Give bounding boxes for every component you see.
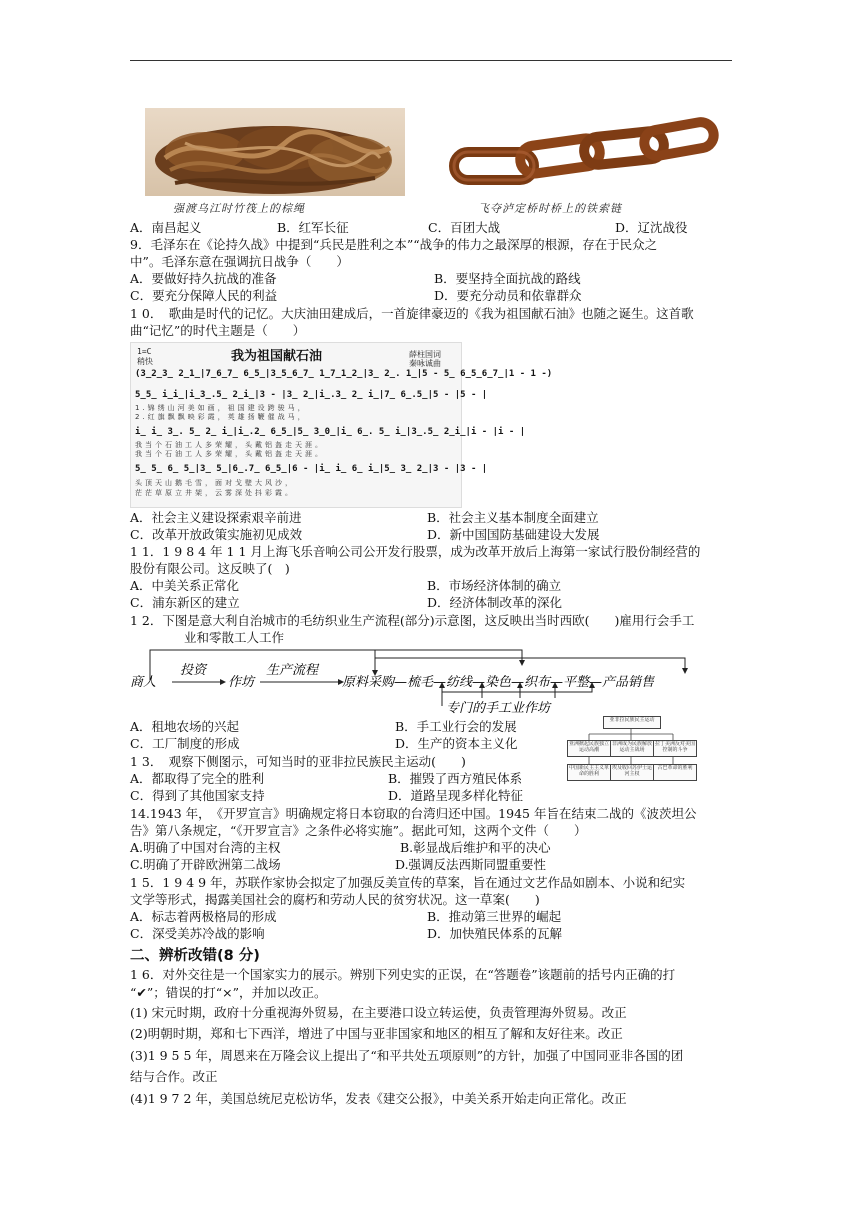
q15-stem-line2: 文学等形式，揭露美国社会的腐朽和劳动人民的贫穷状况。这一草案( ) bbox=[130, 892, 540, 907]
q14-stem-line1: 14.1943 年， 《开罗宣言》明确规定将日本窃取的台湾归还中国。1945 年旨在结束二战的《波茨坦公 bbox=[130, 806, 697, 821]
q8-option-b[interactable]: B．红军长征 bbox=[277, 220, 349, 235]
q8-option-d[interactable]: D．辽沈战役 bbox=[615, 220, 688, 235]
score-lyric-5: 头顶天山鹅毛雪，面对戈壁大风沙， bbox=[135, 479, 295, 487]
diagram-right-box: 拉丁美洲反对美国控制的斗争 bbox=[653, 740, 697, 757]
diagram-bottom-middle-box: 埃及收回苏伊士运河主权 bbox=[610, 764, 654, 781]
flow-merchant: 商人 bbox=[130, 675, 157, 690]
palm-rope-photo bbox=[145, 108, 405, 196]
q14-option-a[interactable]: A.明确了中国对台湾的主权 bbox=[130, 840, 281, 855]
q13-stem-line1: 1 3． 观察下侧图示，可知当时的亚非拉民族民主运动( ) bbox=[130, 754, 466, 769]
q15-option-a[interactable]: A．标志着两极格局的形成 bbox=[130, 909, 277, 924]
score-credit-composer: 秦咏诚曲 bbox=[409, 359, 441, 368]
q11-option-d[interactable]: D．经济体制改革的深化 bbox=[427, 595, 563, 610]
section-heading: 二、辨析改错(8 分) bbox=[130, 948, 260, 964]
score-key: 1=C bbox=[137, 347, 152, 356]
diagram-left-box: 亚洲掀起民族独立运动高潮 bbox=[567, 740, 611, 757]
diagram-top-box: 亚非拉民族民主运动 bbox=[603, 716, 661, 729]
q14-stem-line2: 告》第八条规定，“《开罗宣言》之条件必将实施”。据此可知，这两个文件（ ） bbox=[130, 823, 587, 838]
q16-item-4: (4)1 9 7 2 年，美国总统尼克松访华，发表《建交公报》，中美关系开始走向正常化。改正 bbox=[130, 1091, 627, 1106]
score-staff-3: i̲ i̲ 3̲. 5̲ 2̲ i̲|i̲.2̲ 6̲5̲|5̲ 3̲0̲|i̲ 6̲. 5̲ i̲|3̲.5̲ 2̲i̲|i - |i - | bbox=[135, 427, 526, 437]
score-lyric-4: 我当个石油工人多荣耀，头戴铝盔走天涯。 bbox=[135, 450, 325, 458]
song-score-image bbox=[130, 342, 553, 508]
q12-option-b[interactable]: B．手工业行会的发展 bbox=[395, 719, 517, 734]
q15-option-b[interactable]: B．推动第三世界的崛起 bbox=[427, 909, 562, 924]
q11-stem-line1: 1 1．1 9 8 4 年 1 1 月上海飞乐音响公司公开发行股票，成为改革开放后上海第一家试行股份制经营的 bbox=[130, 544, 701, 559]
q9-option-b[interactable]: B．要坚持全面抗战的路线 bbox=[434, 271, 581, 286]
q9-stem-line1: 9．毛泽东在《论持久战》中提到“兵民是胜利之本”“战争的伟力之最深厚的根源，存在于民众之 bbox=[130, 237, 658, 252]
q9-stem-line2: 中”。毛泽东意在强调抗日战争（ ） bbox=[130, 254, 349, 269]
diagram-bottom-left-box: 中国新民主主义革命的胜利 bbox=[567, 764, 611, 781]
score-lyric-3: 我当个石油工人多荣耀，头戴铝盔走天涯。 bbox=[135, 441, 325, 449]
q15-option-d[interactable]: D．加快殖民体系的瓦解 bbox=[427, 926, 563, 941]
q16-item-2: (2)明朝时期，郑和七下西洋，增进了中国与亚非国家和地区的相互了解和友好往来。改正 bbox=[130, 1026, 623, 1041]
q10-stem-line2: 曲“记忆”的时代主题是（ ） bbox=[130, 323, 306, 338]
q14-option-d[interactable]: D.强调反法西斯同盟重要性 bbox=[395, 857, 547, 872]
q9-option-d[interactable]: D．要充分动员和依靠群众 bbox=[434, 288, 582, 303]
q9-option-c[interactable]: C．要充分保障人民的利益 bbox=[130, 288, 278, 303]
diagram-middle-box: 非洲成为民族解放运动主战场 bbox=[610, 740, 654, 757]
q12-stem-line1: 1 2．下图是意大利自治城市的毛纺织业生产流程(部分)示意图，这反映出当时西欧( )雇用行会手工 bbox=[130, 613, 695, 628]
q11-option-a[interactable]: A．中美关系正常化 bbox=[130, 578, 240, 593]
header-rule bbox=[130, 60, 732, 61]
production-flow-diagram bbox=[130, 646, 730, 716]
q15-stem-line1: 1 5．1 9 4 9 年，苏联作家协会拟定了加强反美宣传的草案，旨在通过文艺作品如剧本、小说和纪实 bbox=[130, 875, 686, 890]
score-staff-4: 5̲ 5̲ 6̲ 5̲|3̲ 5̲|6̲.7̲ 6̲5̲|6 - |i̲ i̲ 6̲ i̲|5̲ 3̲ 2̲|3 - |3 - | bbox=[135, 464, 488, 474]
score-lyric-6: 茫茫草原立井架，云雾深处抖彩霞。 bbox=[135, 489, 295, 497]
q13-option-b[interactable]: B．摧毁了西方殖民体系 bbox=[388, 771, 523, 786]
q8-option-a[interactable]: A．南昌起义 bbox=[130, 220, 202, 235]
q16-stem-line2: “✔”；错误的打“×”，并加以改正。 bbox=[130, 985, 327, 1000]
q8-option-c[interactable]: C．百团大战 bbox=[428, 220, 501, 235]
q10-option-c[interactable]: C．改革开放政策实施初见成效 bbox=[130, 527, 303, 542]
flow-process: 生产流程 bbox=[266, 663, 319, 678]
q13-option-c[interactable]: C．得到了其他国家支持 bbox=[130, 788, 265, 803]
q10-option-b[interactable]: B．社会主义基本制度全面建立 bbox=[427, 510, 599, 525]
q13-option-a[interactable]: A．都取得了完全的胜利 bbox=[130, 771, 265, 786]
flow-workshop: 作坊 bbox=[228, 675, 255, 690]
flow-special-workshop: 专门的手工业作坊 bbox=[446, 701, 551, 716]
q15-option-c[interactable]: C．深受美苏冷战的影响 bbox=[130, 926, 265, 941]
q12-option-d[interactable]: D．生产的资本主义化 bbox=[395, 736, 518, 751]
q13-option-d[interactable]: D．道路呈现多样化特征 bbox=[388, 788, 524, 803]
q16-item-1: (1) 宋元时期，政府十分重视海外贸易，在主要港口设立转运使，负责管理海外贸易。改正 bbox=[130, 1005, 627, 1020]
q9-option-a[interactable]: A．要做好持久抗战的准备 bbox=[130, 271, 277, 286]
flow-steps: 原料采购—梳毛—纺线—染色—织布—平整—产品销售 bbox=[342, 675, 655, 690]
q12-option-c[interactable]: C．工厂制度的形成 bbox=[130, 736, 240, 751]
q16-item-3: (3)1 9 5 5 年，周恩来在万隆会议上提出了“和平共处五项原则”的方针，加强了中国同亚非各国的团 bbox=[130, 1048, 684, 1063]
q10-stem-line1: 1 0． 歌曲是时代的记忆。大庆油田建成后，一首旋律豪迈的《我为祖国献石油》也随之诞生。这首歌 bbox=[130, 306, 694, 321]
iron-chain-photo bbox=[434, 118, 730, 194]
q14-option-b[interactable]: B.彰显战后维护和平的决心 bbox=[400, 840, 551, 855]
q11-stem-line2: 股份有限公司。这反映了( ) bbox=[130, 561, 290, 576]
score-tempo: 稍快 bbox=[137, 357, 153, 366]
movement-diagram bbox=[567, 716, 695, 786]
q16-item-3-cont: 结与合作。改正 bbox=[130, 1069, 218, 1084]
q10-option-a[interactable]: A．社会主义建设探索艰辛前进 bbox=[130, 510, 302, 525]
q12-option-a[interactable]: A．租地农场的兴起 bbox=[130, 719, 240, 734]
q14-option-c[interactable]: C.明确了开辟欧洲第二战场 bbox=[130, 857, 281, 872]
flow-invest: 投资 bbox=[180, 663, 207, 678]
score-credit-lyricist: 薛柱国词 bbox=[409, 350, 441, 359]
score-staff-2: 5̲5̲ i̲i̲|i̲3̲.5̲ 2̲i̲|3 - |3̲ 2̲|i̲.3̲ 2̲ i̲|7̲ 6̲.5̲|5 - |5 - | bbox=[135, 390, 488, 400]
q12-stem-line2: 业和零散工人工作 bbox=[184, 630, 285, 645]
q11-option-c[interactable]: C．浦东新区的建立 bbox=[130, 595, 240, 610]
q10-option-d[interactable]: D．新中国国防基础建设大发展 bbox=[427, 527, 600, 542]
photo2-caption: 飞夺泸定桥时桥上的铁索链 bbox=[478, 202, 622, 215]
score-lyric-1: 1.锦绣山河美如画，祖国建设跨骏马， bbox=[135, 404, 308, 412]
photo1-caption: 强渡乌江时竹筏上的棕绳 bbox=[173, 202, 305, 215]
score-lyric-2: 2.红旗飘飘映彩霞，英雄扬鞭催战马， bbox=[135, 413, 308, 421]
score-staff-1: (3̲2̲3̲ 2̲1̲|7̲6̲7̲ 6̲5̲|3̲5̲6̲7̲ 1̲7̲1̲2̲|3̲ 2̲. 1̲|5 - 5̲ 6̲5̲6̲7̲|1 - 1 -) bbox=[135, 369, 553, 379]
q16-stem-line1: 1 6．对外交往是一个国家实力的展示。辨别下列史实的正误，在“答题卷”该题前的括号内正确的打 bbox=[130, 967, 676, 982]
diagram-bottom-right-box: 古巴革命的胜利 bbox=[653, 764, 697, 781]
q11-option-b[interactable]: B．市场经济体制的确立 bbox=[427, 578, 562, 593]
score-title: 我为祖国献石油 bbox=[231, 349, 323, 364]
